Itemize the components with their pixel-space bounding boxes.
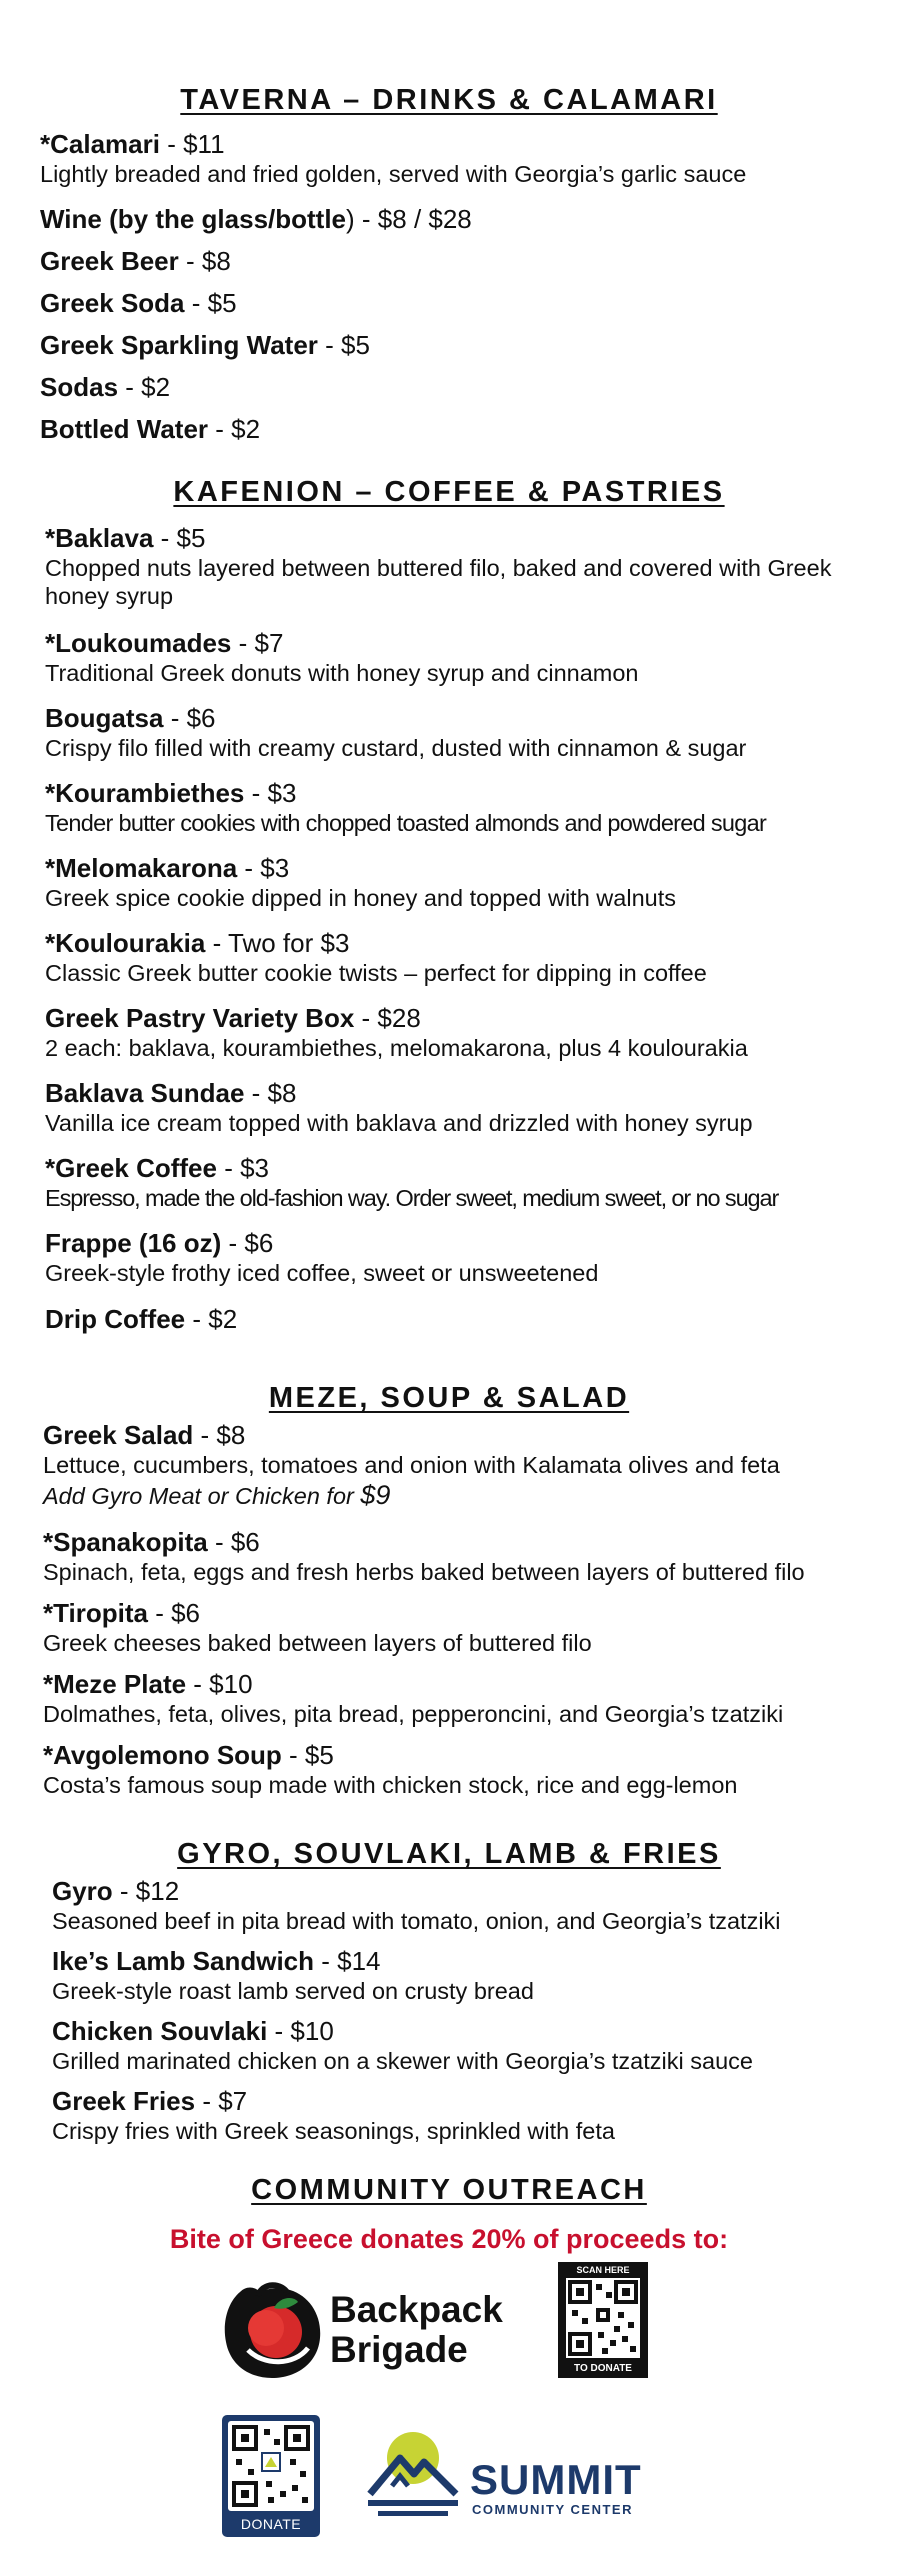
item-name: Sodas	[40, 372, 119, 402]
menu-item	[45, 1002, 748, 1062]
qr-pattern-icon	[566, 2278, 640, 2358]
item-price: - $11	[159, 129, 225, 159]
item-desc: Greek spice cookie dipped in honey and topped with walnuts	[45, 885, 676, 911]
donate-line: Bite of Greece donates 20% of proceeds to:	[169, 2224, 729, 2254]
item-price: - $3	[216, 1153, 269, 1183]
menu-item	[52, 2015, 753, 2075]
qr-code-scan-to-donate[interactable]	[558, 2262, 648, 2378]
menu-item	[40, 371, 170, 403]
item-price: - $6	[207, 1527, 260, 1557]
item-price: - $10	[267, 2016, 334, 2046]
item-price: - $3	[244, 778, 297, 808]
menu-item	[40, 203, 472, 235]
menu-item	[45, 1303, 237, 1335]
backpack-brigade-logo	[218, 2278, 518, 2382]
item-desc: Chopped nuts layered between buttered filo, baked and covered with Greek honey syrup	[45, 555, 832, 609]
summit-name: SUMMIT	[470, 2456, 642, 2503]
note-price: $9	[360, 1480, 391, 1510]
item-name: *Melomakarona	[45, 853, 238, 883]
outreach-title: COMMUNITY OUTREACH	[251, 2174, 647, 2206]
item-name: Bougatsa	[45, 703, 164, 733]
item-name: Greek Soda	[40, 288, 185, 318]
item-price: - $14	[314, 1946, 381, 1976]
item-name: *Loukoumades	[45, 628, 232, 658]
item-price: - $10	[186, 1669, 253, 1699]
menu-item	[43, 1668, 783, 1728]
item-desc: Tender butter cookies with chopped toasted almonds and powdered sugar	[45, 810, 767, 836]
menu-item	[45, 927, 707, 987]
menu-item	[45, 777, 766, 837]
menu-item	[40, 245, 231, 277]
item-price: - $5	[153, 523, 206, 553]
item-desc: Greek-style roast lamb served on crusty bread	[52, 1978, 534, 2004]
qr-top-caption: SCAN HERE	[576, 2265, 630, 2275]
qr-pattern-icon	[228, 2421, 314, 2511]
item-price: - $8	[178, 246, 231, 276]
menu-item	[45, 1152, 778, 1212]
item-desc: Costa’s famous soup made with chicken stock, rice and egg-lemon	[43, 1772, 738, 1798]
item-price: - $2	[118, 372, 171, 402]
summit-mountain-icon	[362, 2428, 464, 2520]
summit-community-center-logo	[362, 2428, 662, 2528]
item-name: Greek Beer	[40, 246, 179, 276]
menu-item	[43, 1526, 805, 1586]
item-price: - Two for $3	[205, 928, 350, 958]
item-desc: Greek-style frothy iced coffee, sweet or unsweetened	[45, 1260, 599, 1286]
item-note	[43, 1479, 780, 1512]
item-name: *Koulourakia	[45, 928, 206, 958]
item-price: - $5	[281, 1740, 334, 1770]
item-price: - $2	[185, 1304, 238, 1334]
backpack-line1: Backpack	[330, 2289, 503, 2330]
item-price: - $6	[163, 703, 216, 733]
item-price: - $5	[317, 330, 370, 360]
menu-item	[52, 2085, 615, 2145]
menu-item	[45, 1227, 598, 1287]
menu-item	[45, 852, 676, 912]
item-price: - $8	[244, 1078, 297, 1108]
item-desc: Crispy fries with Greek seasonings, sprinkled with feta	[52, 2118, 615, 2144]
item-desc: Grilled marinated chicken on a skewer with Georgia’s tzatziki sauce	[52, 2048, 753, 2074]
menu-item	[45, 627, 639, 687]
item-name: Ike’s Lamb Sandwich	[52, 1946, 315, 1976]
backpack-line2: Brigade	[330, 2329, 468, 2370]
item-price: - $6	[147, 1598, 201, 1628]
section-title: MEZE, SOUP & SALAD	[268, 1382, 630, 1414]
item-desc: Spinach, feta, eggs and fresh herbs baked between layers of buttered filo	[43, 1559, 805, 1585]
item-price: - $8	[193, 1420, 246, 1450]
qr-bottom-caption: TO DONATE	[574, 2363, 632, 2374]
item-price: - $12	[112, 1876, 180, 1906]
item-name: *Kourambiethes	[45, 778, 245, 808]
item-price: - $2	[208, 414, 261, 444]
item-desc: Lettuce, cucumbers, tomatoes and onion with Kalamata olives and feta	[43, 1452, 780, 1478]
item-desc: Seasoned beef in pita bread with tomato, onion, and Georgia’s tzatziki	[52, 1908, 781, 1934]
item-price: - $3	[237, 853, 290, 883]
item-name: *Avgolemono Soup	[43, 1740, 282, 1770]
item-desc: Dolmathes, feta, olives, pita bread, pepperoncini, and Georgia’s tzatziki	[43, 1701, 784, 1727]
item-desc: Classic Greek butter cookie twists – perfect for dipping in coffee	[45, 960, 707, 986]
item-desc: Crispy filo filled with creamy custard, dusted with cinnamon & sugar	[45, 735, 747, 761]
backpack-apple-icon	[218, 2278, 328, 2382]
item-name: Frappe (16 oz)	[45, 1228, 222, 1258]
item-name: Drip Coffee	[45, 1304, 186, 1334]
menu-item	[40, 287, 237, 319]
item-name: Bottled Water	[40, 414, 209, 444]
item-desc: Lightly breaded and fried golden, served with Georgia’s garlic sauce	[40, 161, 747, 187]
item-name: Greek Salad	[43, 1420, 194, 1450]
item-name: *Spanakopita	[43, 1527, 208, 1557]
item-price: - $7	[231, 628, 284, 658]
menu-item	[43, 1419, 780, 1512]
qr-donate-caption: DONATE	[240, 2516, 302, 2532]
menu-item	[43, 1739, 737, 1799]
qr-code-donate[interactable]	[222, 2415, 320, 2537]
menu-item	[40, 413, 260, 445]
item-name: Chicken Souvlaki	[52, 2016, 268, 2046]
item-name: Baklava Sundae	[45, 1078, 245, 1108]
item-name: *Greek Coffee	[45, 1153, 217, 1183]
item-desc: Traditional Greek donuts with honey syrup and cinnamon	[45, 660, 639, 686]
item-name: *Baklava	[45, 523, 154, 553]
item-price: - $5	[184, 288, 237, 318]
item-price: ) - $8 / $28	[346, 204, 472, 234]
menu-item	[52, 1945, 534, 2005]
item-name: *Meze Plate	[43, 1669, 187, 1699]
summit-subtitle: COMMUNITY CENTER	[472, 2502, 633, 2517]
item-name: Greek Sparkling Water	[40, 330, 318, 360]
item-name: Gyro	[52, 1876, 113, 1906]
item-desc: Greek cheeses baked between layers of buttered filo	[43, 1630, 592, 1656]
menu-item	[40, 128, 746, 188]
item-name: Wine (by the glass/bottle	[40, 204, 347, 234]
menu-item	[52, 1875, 781, 1935]
section-title: KAFENION – COFFEE & PASTRIES	[173, 476, 725, 508]
menu-item	[45, 702, 746, 762]
item-price: - $6	[221, 1228, 274, 1258]
menu-item	[43, 1597, 592, 1657]
item-name: Greek Pastry Variety Box	[45, 1003, 355, 1033]
menu-item	[40, 329, 370, 361]
menu-item	[45, 522, 890, 610]
item-desc: Vanilla ice cream topped with baklava and drizzled with honey syrup	[45, 1110, 753, 1136]
item-name: Greek Fries	[52, 2086, 196, 2116]
item-price: - $28	[354, 1003, 421, 1033]
section-title: TAVERNA – DRINKS & CALAMARI	[180, 84, 718, 116]
item-desc: 2 each: baklava, kourambiethes, melomakarona, plus 4 koulourakia	[45, 1035, 748, 1061]
item-name: *Tiropita	[43, 1598, 148, 1628]
item-name: *Calamari	[40, 129, 160, 159]
note-text: Add Gyro Meat or Chicken for	[43, 1483, 361, 1509]
menu-item	[45, 1077, 753, 1137]
item-price: - $7	[195, 2086, 248, 2116]
section-title: GYRO, SOUVLAKI, LAMB & FRIES	[177, 1838, 721, 1870]
item-desc: Espresso, made the old-fashion way. Order sweet, medium sweet, or no sugar	[45, 1185, 779, 1211]
